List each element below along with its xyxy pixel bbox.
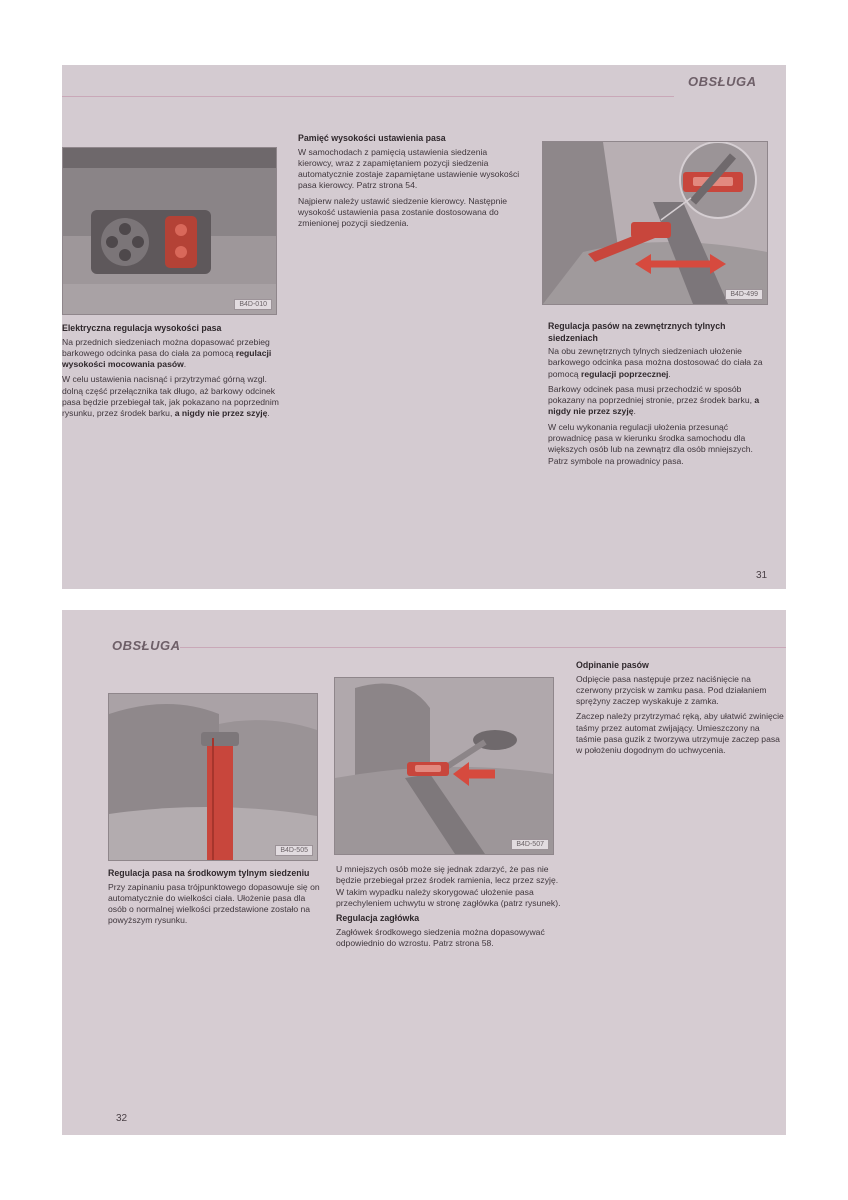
section-title: OBSŁUGA xyxy=(112,638,181,653)
section-heading: Regulacja pasów na zewnętrznych tylnych siedzeniach xyxy=(548,321,726,343)
middle-belt-illustration xyxy=(109,694,317,860)
headrest-guide-illustration xyxy=(335,678,553,854)
height-switch-illustration xyxy=(63,148,276,314)
paragraph: Na przednich siedzeniach można dopasować przebieg barkowego odcinka pasa do ciała za pomocą regulacji wysokości mocowania pasów. xyxy=(62,336,272,370)
section-heading: Regulacja zagłówka xyxy=(336,913,420,924)
figure-belt-guide xyxy=(542,141,768,305)
figure-headrest-guide xyxy=(334,677,554,855)
figure-height-switch xyxy=(62,147,277,315)
section-heading: Elektryczna regulacja wysokości pasa xyxy=(62,323,222,333)
belt-guide-illustration xyxy=(543,142,767,304)
paragraph: W celu wykonania regulacji ułożenia przesunąć prowadnicę pasa w kierunku środka samochodu dla większych osób lub na zewnątrz dla osób mniejszych. Patrz symbole na prowadnicy pasa. xyxy=(548,421,753,466)
text-column-left xyxy=(108,868,324,931)
section-title: OBSŁUGA xyxy=(688,74,757,89)
figure-code: B4D-507 xyxy=(511,839,549,850)
figure-code: B4D-499 xyxy=(725,289,763,300)
header-rule xyxy=(180,647,786,648)
header-rule xyxy=(62,96,674,97)
figure-code: B4D-010 xyxy=(234,299,272,310)
page-number: 31 xyxy=(756,570,768,581)
paragraph: W celu ustawienia nacisnąć i przytrzymać górną wzgl. dolną część przełącznika tak długo, aż barkowy odcinek pasa będzie przebiegał tak, jak pokazano na poprzednim rysunku, przez środek barku, a nigdy nie przez szyję. xyxy=(62,374,279,419)
paragraph: U mniejszych osób może się jednak zdarzyć, że pas nie będzie przebiegał przez środek ramienia, lecz przez szyję. W takim wypadku należy skorygować ułożenie pasa przechyleniem uchwytu w stronę zagłówka (patrz rysunek). xyxy=(336,864,561,908)
text-column-right xyxy=(576,660,784,761)
figure-code: B4D-505 xyxy=(275,845,313,856)
paragraph: Zagłówek środkowego siedzenia można dopasowywać odpowiednio do wzrostu. Patrz strona 58. xyxy=(336,926,545,948)
section-heading: Odpinanie pasów xyxy=(576,660,649,670)
paragraph: W samochodach z pamięcią ustawienia siedzenia kierowcy, wraz z zapamiętaniem pozycji siedzenia automatycznie zostaje zapamiętane ustawienie wysokości pasa kierowcy. Patrz strona 54. xyxy=(298,146,520,191)
paragraph: Najpierw należy ustawić siedzenie kierowcy. Następnie wysokość ustawienia pasa zostanie dostosowana do zmienionej pozycji siedzenia. xyxy=(298,195,508,229)
paragraph: Na obu zewnętrznych tylnych siedzeniach ułożenie barkowego odcinka pasa można dostosować do ciała za pomocą regulacji poprzecznej. xyxy=(548,346,763,379)
text-column-middle xyxy=(298,133,524,234)
paragraph: Zaczep należy przytrzymać ręką, aby ułatwić zwinięcie taśmy przez automat zwijający. Umieszczony na taśmie pasa guzik z tworzywa utrzymuje zaczep pasa w położeniu dogodnym do uchwycenia. xyxy=(576,711,784,756)
text-column-right xyxy=(548,321,772,471)
text-column-left xyxy=(62,323,284,424)
paragraph: Przy zapinaniu pasa trójpunktowego dopasowuje się on automatycznie do wielkości ciała. Ułożenie pasa dla osób o normalnej wielkości przedstawione zostało na powyższym rysunku. xyxy=(108,881,320,926)
section-heading: Regulacja pasa na środkowym tylnym siedzeniu xyxy=(108,868,310,878)
paragraph: Odpięcie pasa następuje przez naciśnięcie na czerwony przycisk w zamku pasa. Pod działaniem sprężyny zaczep wyskakuje z zamka. xyxy=(576,673,767,707)
figure-middle-belt xyxy=(108,693,318,861)
manual-page-32 xyxy=(62,610,786,1135)
manual-page-31 xyxy=(62,65,786,589)
text-column-middle xyxy=(336,864,564,953)
paragraph: Barkowy odcinek pasa musi przechodzić w sposób pokazany na poprzedniej stronie, przez środek barku, a nigdy nie przez szyję. xyxy=(548,383,760,417)
page-number: 32 xyxy=(116,1113,128,1124)
section-heading: Pamięć wysokości ustawienia pasa xyxy=(298,133,446,143)
